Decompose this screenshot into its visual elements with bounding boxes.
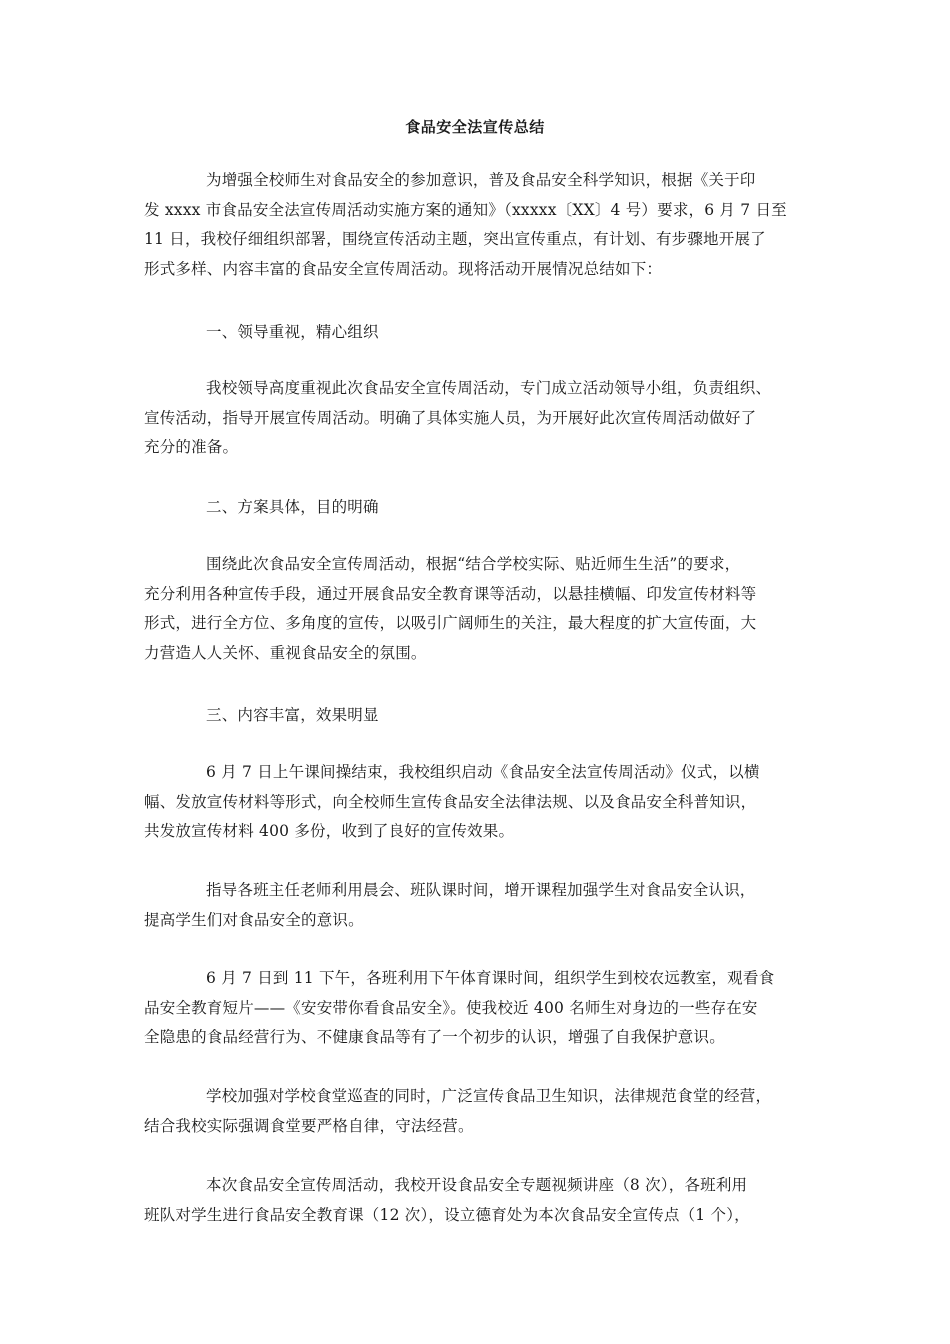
text-line: 力营造人人关怀、重视食品安全的氛围。 bbox=[144, 643, 427, 662]
text-line: 结合我校实际强调食堂要严格自律，守法经营。 bbox=[144, 1116, 474, 1135]
section-heading-2 bbox=[144, 493, 806, 523]
text-line: 发 xxxx 市食品安全法宣传周活动实施方案的通知》（xxxxx〔XX〕4 号）要求，6 月 7 日至 bbox=[144, 200, 787, 219]
text-line: 我校领导高度重视此次食品安全宣传周活动，专门成立活动领导小组，负责组织、 bbox=[206, 379, 772, 397]
text-line: 充分利用各种宣传手段，通过开展食品安全教育课等活动，以悬挂横幅、印发宣传材料等 bbox=[144, 584, 757, 603]
text-line: 品安全教育短片——《安安带你看食品安全》。使我校近 400 名师生对身边的一些存在安 bbox=[144, 998, 758, 1017]
paragraph-ceremony bbox=[144, 758, 806, 847]
text-line: 指导各班主任老师利用晨会、班队课时间，增开课程加强学生对食品安全认识， bbox=[206, 881, 756, 899]
text-line: 学校加强对学校食堂巡查的同时，广泛宣传食品卫生知识，法律规范食堂的经营， bbox=[206, 1087, 772, 1105]
section-heading-3 bbox=[144, 701, 806, 731]
text-line: 11 日，我校仔细组织部署，围绕宣传活动主题，突出宣传重点，有计划、有步骤地开展了 bbox=[144, 230, 766, 248]
text-line: 全隐患的食品经营行为、不健康食品等有了一个初步的认识，增强了自我保护意识。 bbox=[144, 1028, 725, 1046]
text-line: 一、领导重视，精心组织 bbox=[206, 323, 379, 341]
section-heading-1 bbox=[144, 318, 806, 348]
text-line: 充分的准备。 bbox=[144, 438, 239, 456]
text-line: 班队对学生进行食品安全教育课（12 次），设立德育处为本次食品安全宣传点（1 个）， bbox=[144, 1205, 750, 1224]
text-line: 宣传活动，指导开展宣传周活动。明确了具体实施人员，为开展好此次宣传周活动做好了 bbox=[144, 408, 757, 427]
paragraph-video bbox=[144, 964, 806, 1053]
paragraph-intro bbox=[144, 166, 806, 284]
text-line: 幅、发放宣传材料等形式，向全校师生宣传食品安全法律法规、以及食品安全科普知识， bbox=[144, 792, 757, 811]
paragraph-class-meetings bbox=[144, 876, 806, 935]
document-title: 食品安全法宣传总结 bbox=[405, 118, 545, 136]
text-line: 6 月 7 日到 11 下午，各班利用下午体育课时间，组织学生到校农远教室，观看食 bbox=[206, 969, 775, 987]
text-line: 为增强全校师生对食品安全的参加意识，普及食品安全科学知识，根据《关于印 bbox=[206, 171, 756, 189]
text-line: 形式，进行全方位、多角度的宣传，以吸引广阔师生的关注，最大程度的扩大宣传面，大 bbox=[144, 614, 757, 632]
paragraph-plan bbox=[144, 550, 806, 668]
text-line: 6 月 7 日上午课间操结束，我校组织启动《食品安全法宣传周活动》仪式，以横 bbox=[206, 763, 760, 781]
paragraph-canteen bbox=[144, 1082, 806, 1141]
text-line: 形式多样、内容丰富的食品安全宣传周活动。现将活动开展情况总结如下： bbox=[144, 259, 663, 278]
text-line: 二、方案具体，目的明确 bbox=[206, 498, 379, 516]
text-line: 围绕此次食品安全宣传周活动，根据“结合学校实际、贴近师生生活”的要求， bbox=[206, 555, 741, 573]
paragraph-leadership bbox=[144, 374, 806, 463]
paragraph-summary bbox=[144, 1171, 806, 1230]
text-line: 提高学生们对食品安全的意识。 bbox=[144, 910, 364, 929]
text-line: 本次食品安全宣传周活动，我校开设食品安全专题视频讲座（8 次），各班利用 bbox=[206, 1176, 748, 1194]
text-line: 共发放宣传材料 400 多份，收到了良好的宣传效果。 bbox=[144, 822, 515, 840]
text-line: 三、内容丰富，效果明显 bbox=[206, 706, 379, 724]
